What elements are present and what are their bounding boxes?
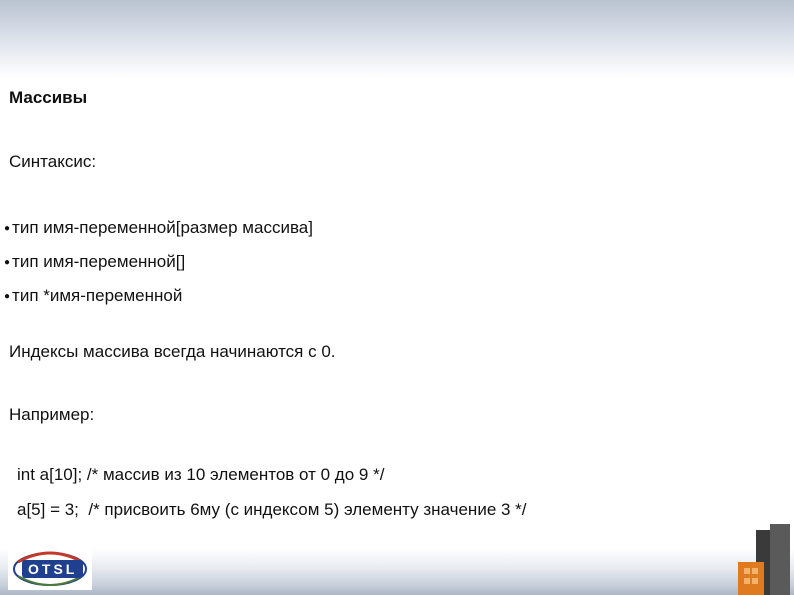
list-item	[4, 245, 313, 279]
syntax-label: Синтаксис:	[9, 152, 97, 171]
list-item	[4, 211, 313, 245]
bullet-icon: ●	[4, 222, 11, 234]
syntax-item-text: тип имя-переменной[размер массива]	[12, 218, 313, 237]
slide-title: Массивы	[9, 88, 88, 107]
syntax-item-text: тип имя-переменной[]	[12, 252, 186, 271]
code-line: int a[10]; /* массив из 10 элементов от 0 до 9 */	[17, 465, 385, 484]
logo-text: OTSL	[22, 560, 83, 578]
example-label: Например:	[9, 405, 95, 424]
syntax-item-text: тип *имя-переменной	[12, 286, 183, 305]
building-icon	[734, 524, 794, 595]
footer-band	[0, 548, 794, 595]
company-logo	[8, 548, 92, 590]
header-band	[0, 0, 794, 78]
bullet-icon: ●	[4, 290, 11, 302]
list-item	[4, 279, 313, 313]
index-note: Индексы массива всегда начинаются с 0.	[9, 342, 336, 361]
bullet-icon: ●	[4, 256, 11, 268]
syntax-list	[4, 211, 313, 313]
code-line: a[5] = 3; /* присвоить 6му (с индексом 5) элементу значение 3 */	[17, 500, 527, 519]
